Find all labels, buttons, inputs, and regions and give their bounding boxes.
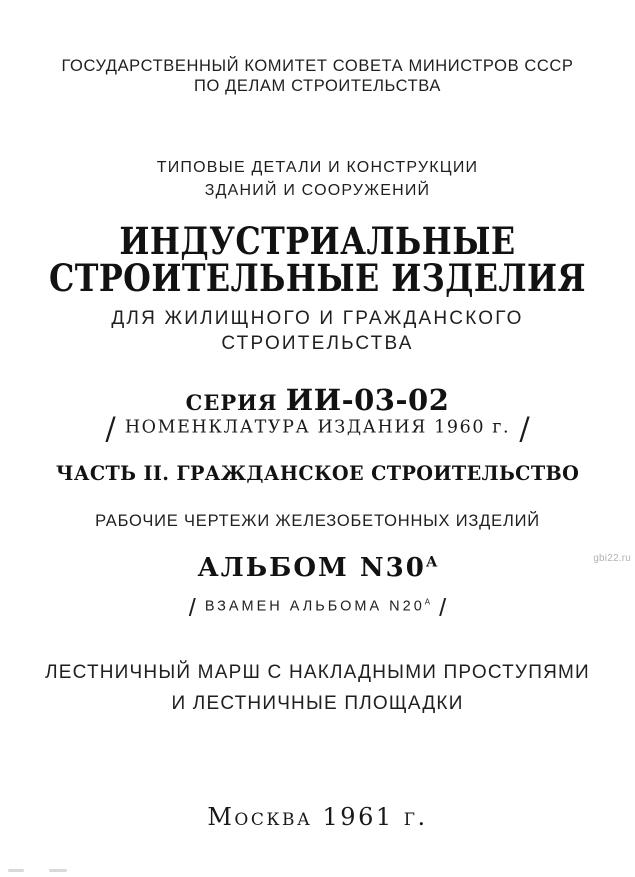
watermark: gbi22.ru	[593, 553, 631, 564]
scan-smudge	[8, 869, 24, 872]
series-code: ИИ-03-02	[285, 383, 450, 417]
scan-smudge	[49, 869, 67, 872]
subject-title	[0, 658, 635, 720]
part-line	[0, 461, 635, 485]
album-title: АЛЬБОМ N30	[197, 553, 426, 583]
close-slash: /	[519, 412, 530, 447]
nomenclature-line	[0, 412, 635, 447]
issuing-authority-line2: ПО ДЕЛАМ СТРОИТЕЛЬСТВА	[194, 77, 441, 96]
series-header-line1: ТИПОВЫЕ ДЕТАЛИ И КОНСТРУКЦИИ	[156, 159, 479, 176]
open-slash: /	[188, 594, 196, 622]
subject-line1: ЛЕСТНИЧНЫЙ МАРШ С НАКЛАДНЫМИ ПРОСТУПЯМИ	[45, 662, 590, 683]
imprint-line: Москва 1961 г.	[207, 803, 428, 831]
issuing-authority-line1: ГОСУДАРСТВЕННЫЙ КОМИТЕТ СОВЕТА МИНИСТРОВ СССР	[61, 57, 574, 75]
open-slash: /	[105, 412, 116, 447]
replaces-line	[0, 594, 635, 623]
series-label: СЕРИЯ	[185, 390, 278, 415]
subject-line2: И ЛЕСТНИЧНЫЕ ПЛОЩАДКИ	[171, 692, 464, 714]
subtitle	[0, 306, 635, 356]
close-slash: /	[439, 594, 447, 622]
subtitle-line2: СТРОИТЕЛЬСТВА	[221, 333, 414, 355]
replaces-superscript: А	[424, 597, 431, 607]
album-superscript: А	[425, 554, 438, 571]
main-title-line1: ИНДУСТРИАЛЬНЫЕ	[119, 219, 516, 263]
series-header	[0, 157, 635, 202]
part-text: ЧАСТЬ II. ГРАЖДАНСКОЕ СТРОИТЕЛЬСТВО	[55, 461, 580, 485]
nomenclature-text: НОМЕНКЛАТУРА ИЗДАНИЯ 1960 г.	[124, 417, 511, 438]
drawings-text: РАБОЧИЕ ЧЕРТЕЖИ ЖЕЛЕЗОБЕТОННЫХ ИЗДЕЛИЙ	[95, 512, 540, 530]
issuing-authority	[0, 56, 635, 96]
subtitle-line1: ДЛЯ ЖИЛИЩНОГО И ГРАЖДАНСКОГО	[111, 308, 524, 329]
series-header-line2: ЗДАНИЙ И СООРУЖЕНИЙ	[204, 181, 431, 199]
main-title-line2: СТРОИТЕЛЬНЫЕ ИЗДЕЛИЯ	[48, 255, 587, 300]
main-title	[0, 219, 635, 300]
drawings-line	[0, 512, 635, 531]
replaces-text: ВЗАМЕН АЛЬБОМА N20	[204, 598, 425, 615]
album-line	[0, 553, 635, 583]
